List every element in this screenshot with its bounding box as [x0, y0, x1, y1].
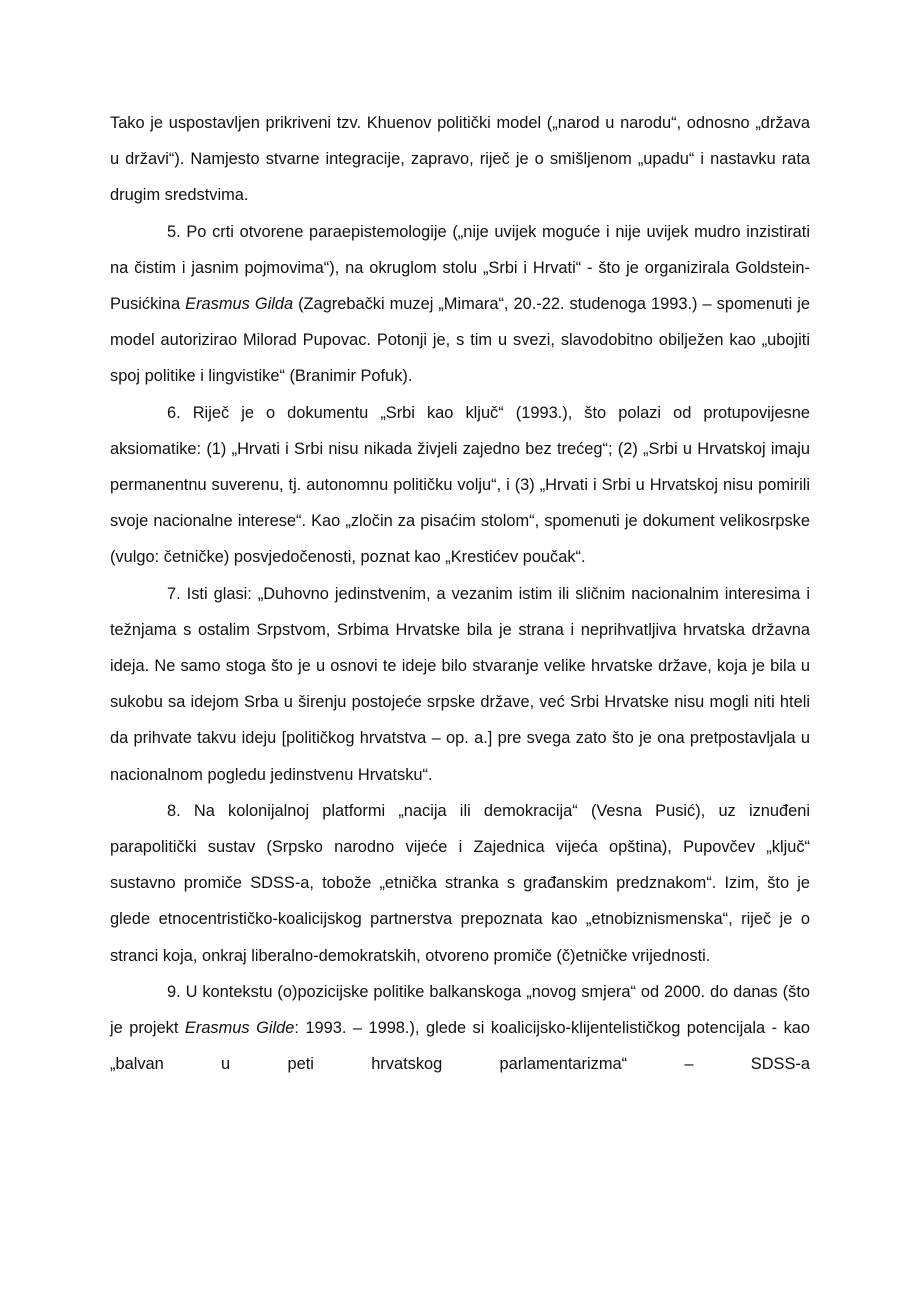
paragraph-text: 6. Riječ je o dokumentu „Srbi kao ključ“ (1993.), što polazi od protupovijesne aksiomatike: (1) „Hrvati i Srbi nisu nikada živjeli zajedno bez trećeg“; (2) „Srbi u Hrvatskoj imaju permanentnu suverenu, tj. autonomnu političku volju“, i (3) „Hrvati i Srbi u Hrvatskoj nisu pomirili svoje nacionalne interese“. Kao „zločin za pisaćim stolom“, spomenuti je dokument velikosrpske (vulgo: četničke) posvjedočenosti, poznat kao „Krestićev poučak“.	[110, 403, 810, 567]
paragraph-text: : 1993. – 1998.), glede si koalicijsko-klijentelističkog potencijala - kao „balvan u peti hrvatskog parlamentarizma“ – SDSS-a	[110, 1019, 811, 1074]
paragraph-8	[110, 793, 810, 974]
paragraph-6	[110, 395, 810, 576]
paragraph-text: (Zagrebački muzej „Mimara“, 20.-22. studenoga 1993.) – spomenuti je model autorizirao Milorad Pupovac. Potonji je, s tim u svezi, slavodobitno obilježen kao „ubojiti spoj politike i lingvistike“ (Branimir Pofuk).	[110, 295, 811, 386]
italic-title: Erasmus Gilda	[185, 295, 294, 314]
paragraph-text: 5. Po crti otvorene paraepistemologije („nije uvijek moguće i nije uvijek mudro inzistirati na čistim i jasnim pojmovima“), na okruglom stolu „Srbi i Hrvati“ - što je organizirala Goldstein-Pusićkina	[110, 222, 810, 314]
italic-title: Erasmus Gilde	[184, 1019, 295, 1038]
paragraph-7	[110, 576, 810, 793]
paragraph-text: Tako je uspostavljen prikriveni tzv. Khuenov politički model („narod u narodu“, odnosno „država u državi“). Namjesto stvarne integracije, zapravo, riječ je o smišljenom „upadu“ i nastavku rata drugim sredstvima.	[110, 114, 810, 205]
paragraph-text: 9. U kontekstu (o)pozicijske politike balkanskoga „novog smjera“ od 2000. do danas (što je projekt	[110, 982, 810, 1038]
paragraph-9	[110, 974, 810, 1083]
paragraph-5	[110, 214, 810, 395]
paragraph-intro	[110, 105, 810, 214]
paragraph-text: 7. Isti glasi: „Duhovno jedinstvenim, a vezanim istim ili sličnim nacionalnim interesima i težnjama s ostalim Srpstvom, Srbima Hrvatske bila je strana i neprihvatljiva hrvatska državna ideja. Ne samo stoga što je u osnovi te ideje bilo stvaranje velike hrvatske države, koja je bila u sukobu sa idejom Srba u širenju postojeće srpske države, već Srbi Hrvatske nisu mogli niti hteli da prihvate takvu ideju [političkog hrvatstva – op. a.] pre svega zato što je ona pretpostavljala u nacionalnom pogledu jedinstvenu Hrvatsku“.	[110, 584, 810, 784]
body-text	[110, 105, 810, 1082]
paragraph-text: 8. Na kolonijalnoj platformi „nacija ili demokracija“ (Vesna Pusić), uz iznuđeni parapolitički sustav (Srpsko narodno vijeće i Zajednica vijeća opština), Pupovčev „ključ“ sustavno promiče SDSS-a, tobože „etnička stranka s građanskim predznakom“. Izim, što je glede etnocentrističko-koalicijskog partnerstva prepoznata kao „etnobiznismenska“, riječ je o stranci koja, onkraj liberalno-demokratskih, otvoreno promiče (č)etničke vrijednosti.	[110, 801, 810, 965]
